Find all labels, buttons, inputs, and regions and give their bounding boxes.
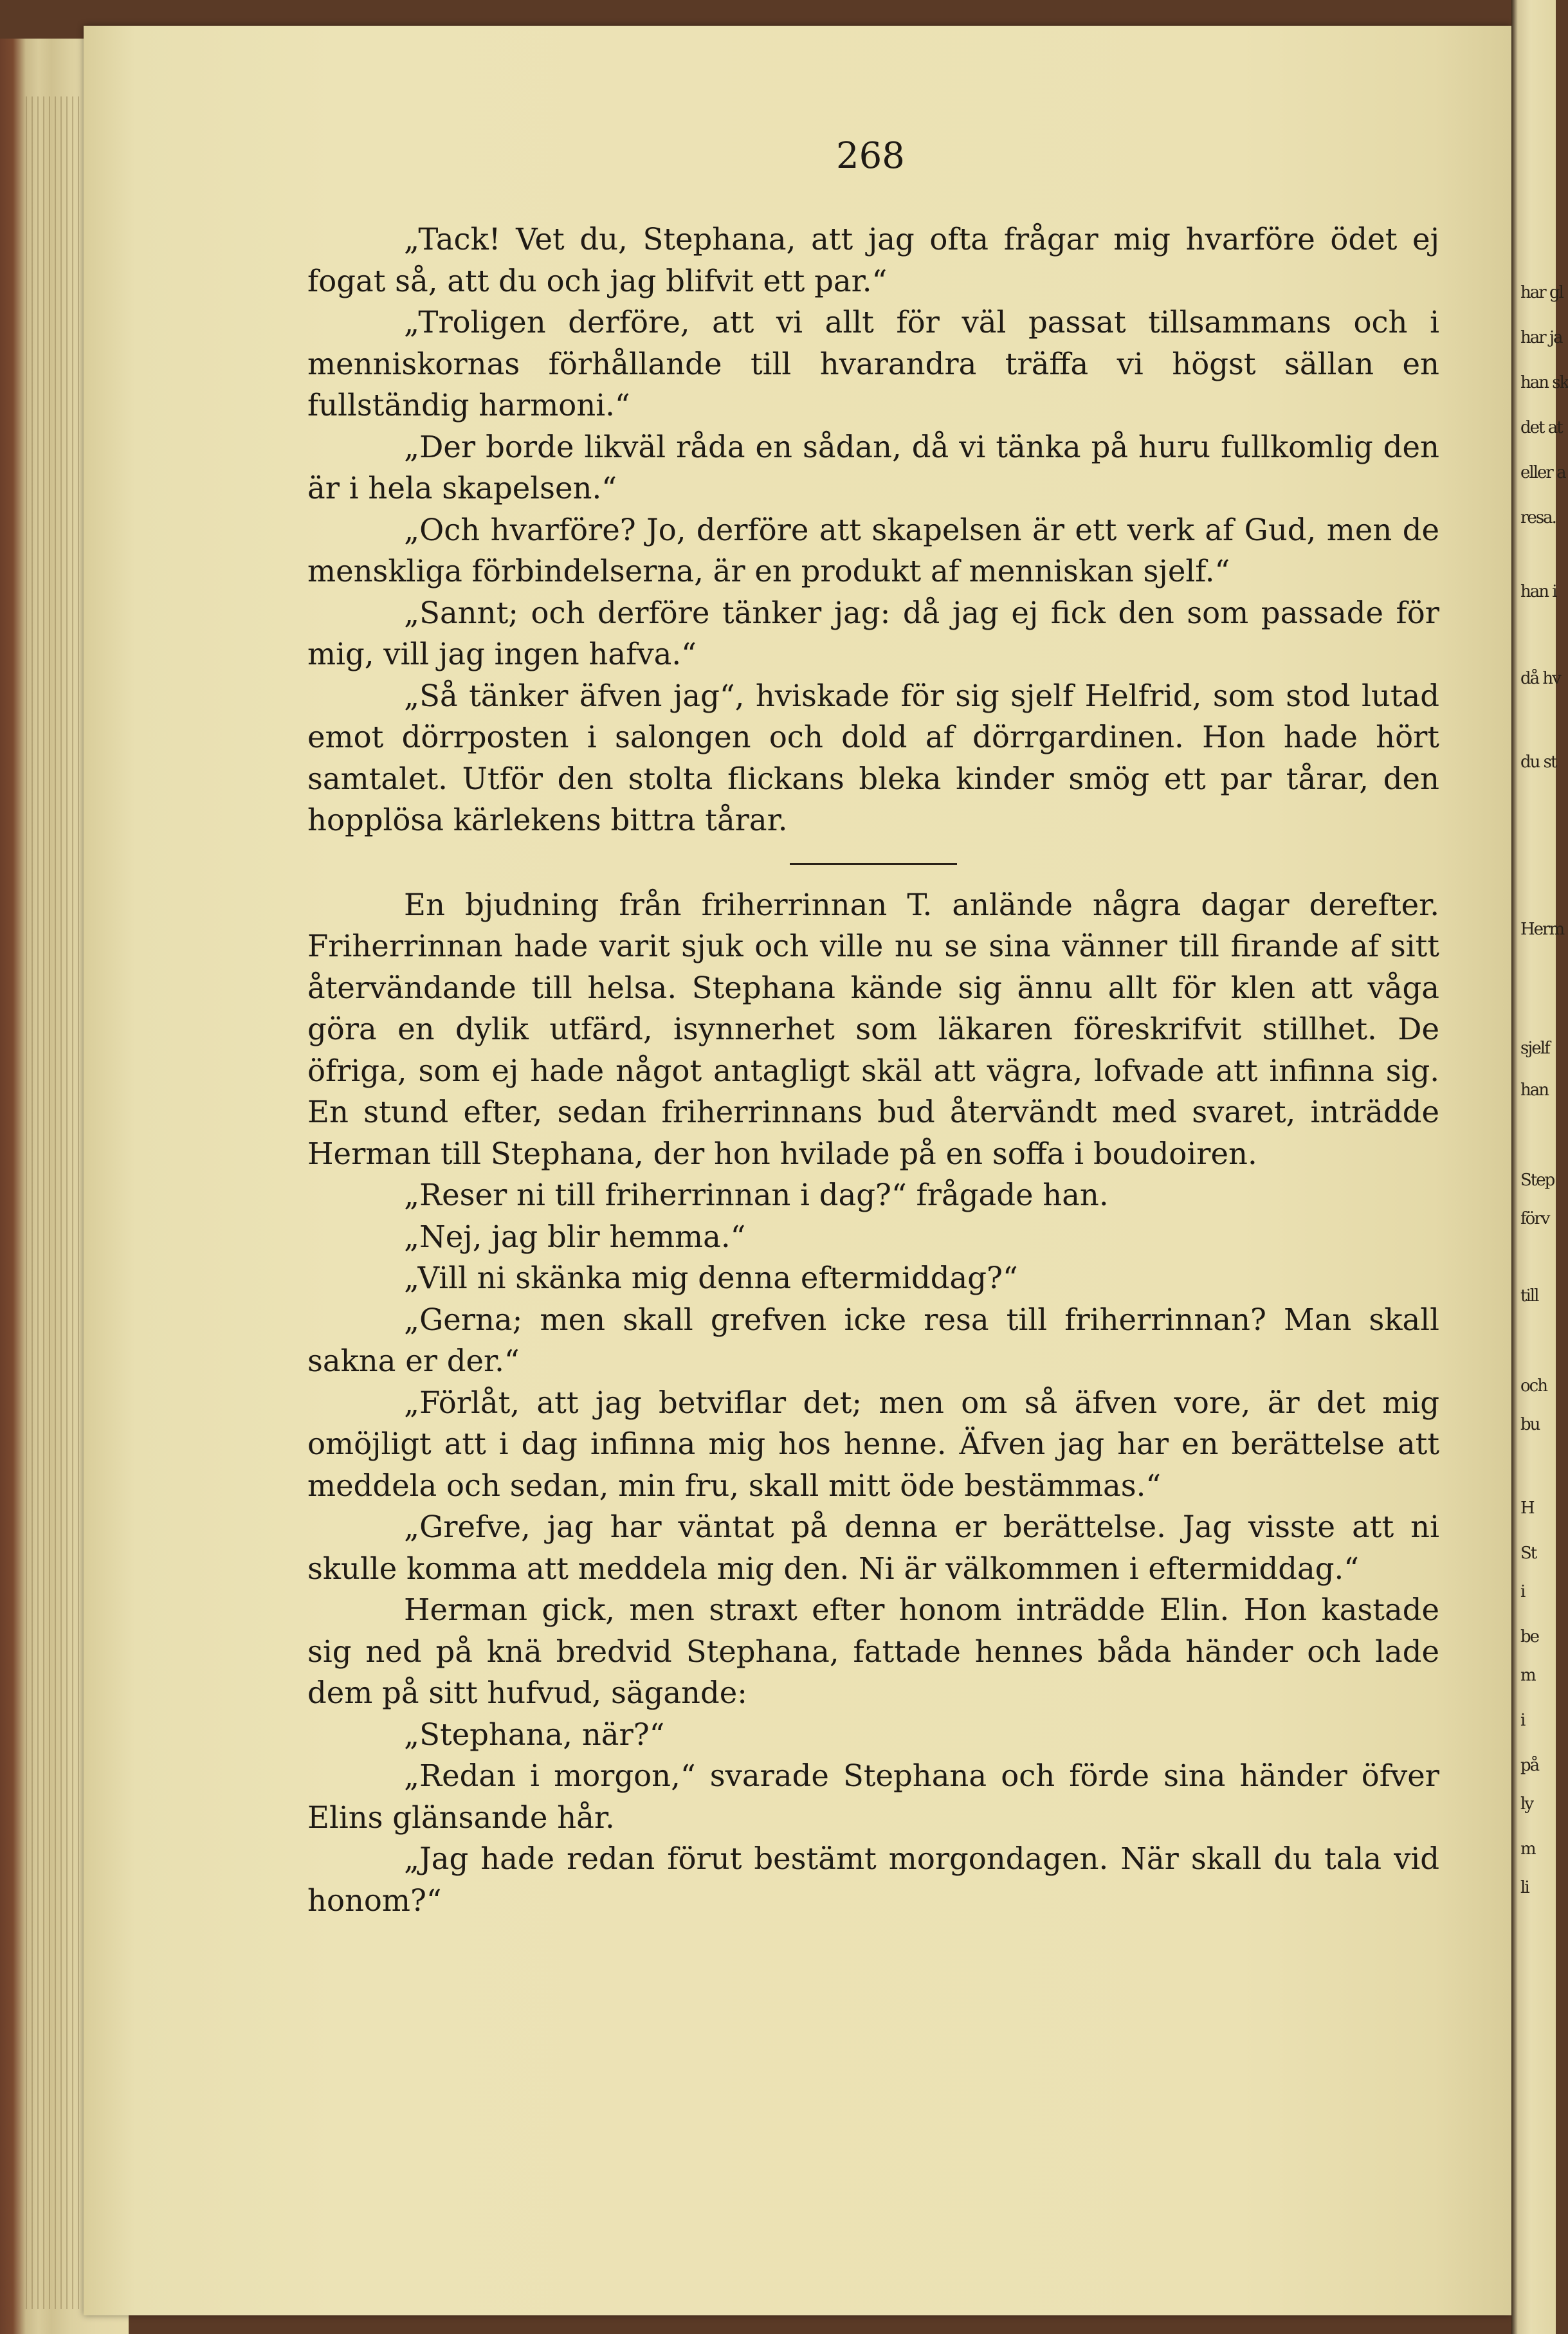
- right-page-fragment: H: [1520, 1499, 1534, 1518]
- right-page-fragment: han i: [1520, 582, 1556, 601]
- right-page-fragment: han: [1520, 1080, 1548, 1100]
- paragraph: „Nej, jag blir hemma.“: [404, 1219, 746, 1254]
- right-page-fragment: till: [1520, 1286, 1538, 1306]
- right-page-fragment: har gl: [1520, 283, 1563, 302]
- right-page-edge: [1511, 0, 1568, 2334]
- right-page-fragment: m: [1520, 1839, 1535, 1859]
- paragraph: „Gerna; men skall grefven icke resa till friherrinnan? Man skall sakna er der.“: [307, 1302, 1439, 1378]
- paragraph: „Stephana, när?“: [404, 1717, 665, 1752]
- paragraphs-before: [307, 219, 1439, 841]
- paragraph: „Förlåt, att jag betviflar det; men om så äfven vore, är det mig omöjligt att i dag infinna mig hos henne. Äfven jag har en berättelse att meddela och sedan, min fru, skall mitt öde bestämmas.“: [307, 1385, 1439, 1503]
- paragraph: „Jag hade redan förut bestämt morgondagen. När skall du tala vid honom?“: [307, 1841, 1439, 1918]
- right-page-fragment: i: [1520, 1711, 1525, 1730]
- right-page-fragment: det at: [1520, 418, 1562, 437]
- right-page-fragment: han sk: [1520, 373, 1568, 392]
- right-page-fragment: m: [1520, 1666, 1535, 1685]
- page-number: 268: [836, 135, 905, 177]
- section-separator: [790, 863, 957, 865]
- right-page-fragment: förv: [1520, 1209, 1549, 1228]
- right-page-fragment: i: [1520, 1582, 1525, 1601]
- right-page-fragment: då hv: [1520, 669, 1560, 688]
- right-page-fragment: resa.: [1520, 508, 1556, 527]
- paragraph: „Så tänker äfven jag“, hviskade för sig sjelf Helfrid, som stod lutad emot dörrposten i salongen och dold af dörrgardinen. Hon hade hört samtalet. Utför den stolta flickans bleka kinder smög ett par tårar, den hopplösa kärlekens bittra tårar.: [307, 678, 1439, 837]
- right-page-fragment: och: [1520, 1376, 1547, 1396]
- paragraph: En bjudning från friherrinnan T. anlände några dagar derefter. Friherrinnan hade varit sjuk och ville nu se sina vänner till firande af sitt återvändande till helsa. Stephana kände sig ännu allt för klen att våga göra en dylik utfärd, isynnerhet som läkaren föreskrifvit stillhet. De öfriga, som ej hade något antagligt skäl att vägra, lofvade att infinna sig. En stund efter, sedan friherrinnans bud återvändt med svaret, inträdde Herman till Stephana, der hon hvilade på en soffa i boudoiren.: [307, 887, 1439, 1171]
- right-page-fragment: på: [1520, 1756, 1539, 1775]
- right-page-fragment: ly: [1520, 1794, 1533, 1814]
- right-page-fragment: li: [1520, 1878, 1529, 1897]
- right-page-fragment: St: [1520, 1544, 1536, 1563]
- right-page-fragment: bu: [1520, 1415, 1540, 1434]
- paragraph: „Tack! Vet du, Stephana, att jag ofta frågar mig hvarföre ödet ej fogat så, att du och jag blifvit ett par.“: [307, 222, 1439, 298]
- right-page-fragment: Herm: [1520, 920, 1564, 939]
- paragraph: „Grefve, jag har väntat på denna er berättelse. Jag visste att ni skulle komma att meddela mig den. Ni är välkommen i eftermiddag.“: [307, 1509, 1439, 1586]
- right-page-fragment: du st: [1520, 752, 1556, 772]
- paragraph: „Der borde likväl råda en sådan, då vi tänka på huru fullkomlig den är i hela skapelsen.“: [307, 429, 1439, 506]
- right-page-fragment: eller a: [1520, 463, 1565, 482]
- paragraphs-after: [307, 884, 1439, 1922]
- paragraph: „Reser ni till friherrinnan i dag?“ frågade han.: [404, 1178, 1109, 1212]
- right-page-fragment: sjelf: [1520, 1039, 1549, 1058]
- right-page-fragment: be: [1520, 1627, 1539, 1646]
- right-page-fragment: Step: [1520, 1171, 1554, 1190]
- paragraph: „Redan i morgon,“ svarade Stephana och förde sina händer öfver Elins glänsande hår.: [307, 1758, 1439, 1835]
- page-text: [307, 219, 1439, 1921]
- paragraph: „Sannt; och derföre tänker jag: då jag ej fick den som passade för mig, vill jag ingen hafva.“: [307, 595, 1439, 671]
- right-page-fragment: har ja: [1520, 328, 1562, 347]
- paragraph: „Vill ni skänka mig denna eftermiddag?“: [404, 1261, 1018, 1295]
- paragraph: Herman gick, men straxt efter honom inträdde Elin. Hon kastade sig ned på knä bredvid Stephana, fattade hennes båda händer och lade dem på sitt hufvud, sägande:: [307, 1592, 1439, 1710]
- paragraph: „Och hvarföre? Jo, derföre att skapelsen är ett verk af Gud, men de menskliga förbindelserna, är en produkt af menniskan sjelf.“: [307, 512, 1439, 588]
- paragraph: „Troligen derföre, att vi allt för väl passat tillsammans och i menniskornas förhållande till hvarandra träffa vi högst sällan en fullständig harmoni.“: [307, 305, 1439, 423]
